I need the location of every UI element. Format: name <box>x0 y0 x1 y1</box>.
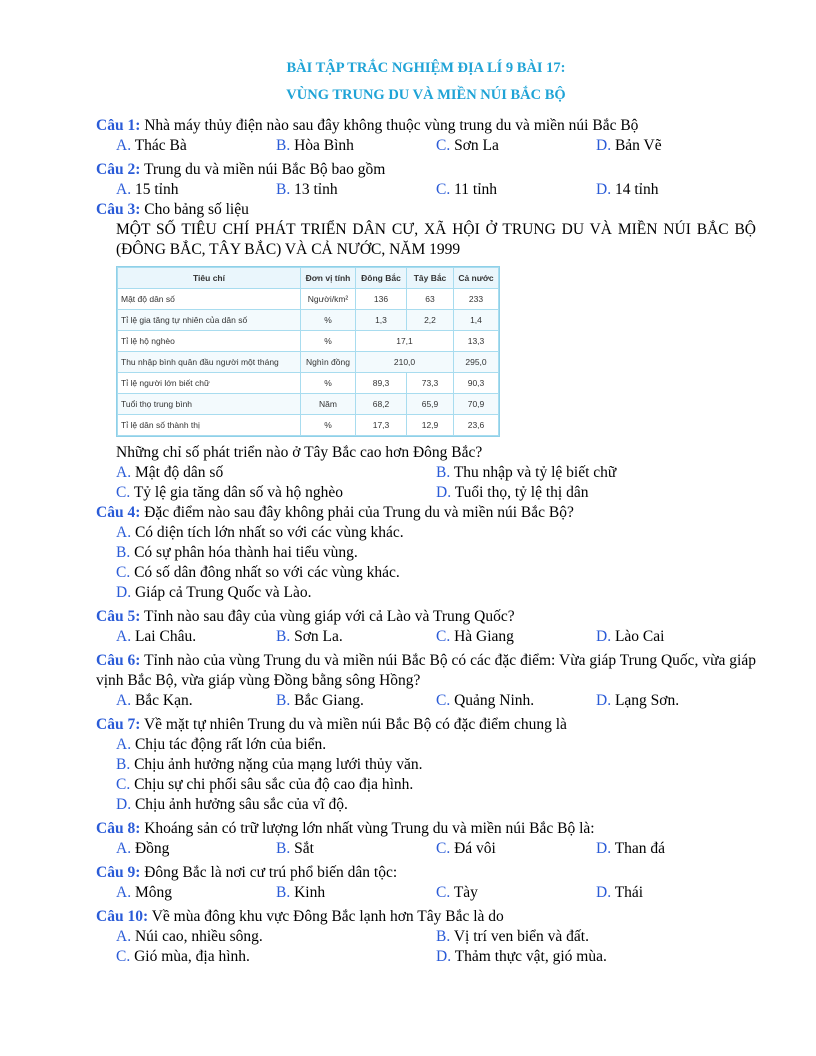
question-label: Câu 5: <box>96 608 141 625</box>
options-row <box>96 180 756 200</box>
option-c[interactable]: C. Hà Giang <box>436 628 514 645</box>
table-cell: % <box>301 310 356 331</box>
table-cell: 73,3 <box>407 373 454 394</box>
options-row <box>96 136 756 156</box>
table-cell-merged: 210,0 <box>356 352 454 373</box>
table-row <box>118 289 499 310</box>
question-5 <box>96 607 756 627</box>
table-row <box>118 352 499 373</box>
table-header-cell: Đơn vị tính <box>301 268 356 289</box>
option-c[interactable]: C. Sơn La <box>436 137 499 154</box>
table-header-row <box>118 268 499 289</box>
table-cell-merged: 17,1 <box>356 331 454 352</box>
option-d[interactable]: D. Lạng Sơn. <box>596 692 680 709</box>
question-text: Cho bảng số liệu <box>144 201 249 218</box>
option-d[interactable]: D. 14 tỉnh <box>596 181 659 198</box>
table-cell: % <box>301 331 356 352</box>
question-10 <box>96 907 756 927</box>
option-a[interactable]: A. Mật độ dân số <box>116 464 224 481</box>
question-text: Nhà máy thủy điện nào sau đây không thuộc vùng trung du và miền núi Bắc Bộ <box>144 117 639 134</box>
table-cell: 63 <box>407 289 454 310</box>
option-c[interactable]: C. Có số dân đông nhất so với các vùng khác. <box>116 564 400 581</box>
option-c[interactable]: C. 11 tỉnh <box>436 181 498 198</box>
option-d[interactable]: D. Chịu ảnh hưởng sâu sắc của vĩ độ. <box>116 796 348 813</box>
question-text: Đặc điểm nào sau đây không phải của Trung du và miền núi Bắc Bộ? <box>144 504 574 521</box>
table-cell: 70,9 <box>454 394 499 415</box>
table-cell: 65,9 <box>407 394 454 415</box>
table-cell: 233 <box>454 289 499 310</box>
question-label: Câu 10: <box>96 908 149 925</box>
question-label: Câu 8: <box>96 820 141 837</box>
table-cell: 136 <box>356 289 407 310</box>
option-a[interactable]: A. Bắc Kạn. <box>116 692 193 709</box>
table-cell: Tuổi thọ trung bình <box>118 394 301 415</box>
table-cell: 90,3 <box>454 373 499 394</box>
options-row <box>96 839 756 859</box>
document-title: BÀI TẬP TRẮC NGHIỆM ĐỊA LÍ 9 BÀI 17: <box>286 60 566 76</box>
table-cell: % <box>301 373 356 394</box>
option-d[interactable]: D. Lào Cai <box>596 628 665 645</box>
table-cell: Mật độ dân số <box>118 289 301 310</box>
question-label: Câu 6: <box>96 652 141 669</box>
options-row <box>96 947 756 967</box>
option-b[interactable]: B. 13 tỉnh <box>276 181 338 198</box>
option-a[interactable]: A. Có diện tích lớn nhất so với các vùng khác. <box>116 524 404 541</box>
document-subtitle: VÙNG TRUNG DU VÀ MIỀN NÚI BẮC BỘ <box>286 87 566 103</box>
table-header-cell: Tây Bắc <box>407 268 454 289</box>
option-b[interactable]: B. Hòa Bình <box>276 137 354 154</box>
option-c[interactable]: C. Đá vôi <box>436 840 496 857</box>
table-cell: 89,3 <box>356 373 407 394</box>
table-cell: 13,3 <box>454 331 499 352</box>
option-c[interactable]: C. Tỷ lệ gia tăng dân số và hộ nghèo <box>116 484 344 501</box>
question-text: Tỉnh nào sau đây của vùng giáp với cả Lào và Trung Quốc? <box>143 608 515 625</box>
table-header-cell: Cả nước <box>454 268 499 289</box>
question-2 <box>96 160 756 180</box>
option-b[interactable]: B. Kinh <box>276 884 326 901</box>
table-title: MỘT SỐ TIÊU CHÍ PHÁT TRIỂN DÂN CƯ, XÃ HỘI Ở TRUNG DU VÀ MIỀN NÚI BẮC BỘ (ĐÔNG BẮC, TÂY BẮC) VÀ CẢ NƯỚC, NĂM 1999 <box>116 221 756 258</box>
option-a[interactable]: A. 15 tỉnh <box>116 181 179 198</box>
option-b[interactable]: B. Thu nhập và tỷ lệ biết chữ <box>436 464 617 481</box>
table-cell: 68,2 <box>356 394 407 415</box>
table-cell: % <box>301 415 356 436</box>
option-c[interactable]: C. Tày <box>436 884 478 901</box>
question-6 <box>96 651 756 691</box>
table-row <box>118 415 499 436</box>
question-text: Về mùa đông khu vực Đông Bắc lạnh hơn Tây Bắc là do <box>151 908 504 925</box>
option-d[interactable]: D. Tuổi thọ, tỷ lệ thị dân <box>436 484 589 501</box>
table-cell: Tỉ lệ dân số thành thị <box>118 415 301 436</box>
table-row <box>118 373 499 394</box>
option-d[interactable]: D. Bản Vẽ <box>596 137 662 154</box>
option-b[interactable]: B. Chịu ảnh hưởng nặng của mạng lưới thủy văn. <box>116 756 423 773</box>
option-d[interactable]: D. Giáp cả Trung Quốc và Lào. <box>116 584 312 601</box>
question-text: Về mặt tự nhiên Trung du và miền núi Bắc Bộ có đặc điểm chung là <box>143 716 567 733</box>
option-d[interactable]: D. Thảm thực vật, gió mùa. <box>436 948 607 965</box>
option-d[interactable]: D. Than đá <box>596 840 666 857</box>
table-cell: Thu nhập bình quân đầu người một tháng <box>118 352 301 373</box>
option-b[interactable]: B. Vị trí ven biển và đất. <box>436 928 589 945</box>
question-label: Câu 7: <box>96 716 141 733</box>
option-a[interactable]: A. Mông <box>116 884 172 901</box>
question-label: Câu 4: <box>96 504 141 521</box>
options-row <box>96 691 756 711</box>
option-a[interactable]: A. Lai Châu. <box>116 628 197 645</box>
question-label: Câu 1: <box>96 117 141 134</box>
table-cell: Tỉ lệ người lớn biết chữ <box>118 373 301 394</box>
option-d[interactable]: D. Thái <box>596 884 644 901</box>
question-text: Trung du và miền núi Bắc Bộ bao gồm <box>143 161 386 178</box>
option-c[interactable]: C. Quảng Ninh. <box>436 692 535 709</box>
table-cell: 1,4 <box>454 310 499 331</box>
options-row <box>96 483 756 503</box>
option-c[interactable]: C. Gió mùa, địa hình. <box>116 948 250 965</box>
table-row <box>118 331 499 352</box>
option-b[interactable]: B. Sắt <box>276 840 314 857</box>
options-row <box>96 883 756 903</box>
table-row <box>118 394 499 415</box>
table-cell: 295,0 <box>454 352 499 373</box>
table-cell: Nghìn đồng <box>301 352 356 373</box>
question-text: Đông Bắc là nơi cư trú phổ biến dân tộc: <box>144 864 398 881</box>
question-label: Câu 9: <box>96 864 141 881</box>
question-9 <box>96 863 756 883</box>
question-7 <box>96 715 756 735</box>
table-cell: Năm <box>301 394 356 415</box>
question-text: Những chỉ số phát triển nào ở Tây Bắc cao hơn Đông Bắc? <box>116 444 483 461</box>
option-a[interactable]: A. Thác Bà <box>116 137 187 154</box>
table-cell: Tỉ lệ gia tăng tự nhiên của dân số <box>118 310 301 331</box>
question-list <box>96 116 756 967</box>
table-cell: 2,2 <box>407 310 454 331</box>
question-text: Tỉnh nào của vùng Trung du và miền núi Bắc Bộ có các đặc điểm: Vừa giáp Trung Quốc, vừa giáp vịnh Bắc Bộ, vừa giáp vùng Đồng bằng sông Hồng? <box>96 652 756 689</box>
table-cell: 12,9 <box>407 415 454 436</box>
table-cell: 17,3 <box>356 415 407 436</box>
question-1 <box>96 116 756 136</box>
table-row <box>118 310 499 331</box>
question-4 <box>96 503 756 523</box>
option-c[interactable]: C. Chịu sự chi phối sâu sắc của độ cao địa hình. <box>116 776 414 793</box>
table-cell: 1,3 <box>356 310 407 331</box>
table-cell: 23,6 <box>454 415 499 436</box>
table-cell: Người/km² <box>301 289 356 310</box>
option-b[interactable]: B. Bắc Giang. <box>276 692 364 709</box>
question-label: Câu 3: <box>96 201 141 218</box>
question-3 <box>96 200 756 220</box>
option-a[interactable]: A. Núi cao, nhiều sông. <box>116 928 263 945</box>
options-row <box>96 927 756 947</box>
question-text: Khoáng sản có trữ lượng lớn nhất vùng Trung du và miền núi Bắc Bộ là: <box>144 820 595 837</box>
question-label: Câu 2: <box>96 161 141 178</box>
option-a[interactable]: A. Đồng <box>116 840 170 857</box>
options-row <box>96 627 756 647</box>
question-8 <box>96 819 756 839</box>
data-table <box>116 266 500 437</box>
option-b[interactable]: B. Có sự phân hóa thành hai tiểu vùng. <box>116 544 358 561</box>
option-b[interactable]: B. Sơn La. <box>276 628 343 645</box>
table-header-cell: Tiêu chí <box>118 268 301 289</box>
options-row <box>96 463 756 483</box>
table-header-cell: Đông Bắc <box>356 268 407 289</box>
table-cell: Tỉ lệ hộ nghèo <box>118 331 301 352</box>
option-a[interactable]: A. Chịu tác động rất lớn của biển. <box>116 736 327 753</box>
